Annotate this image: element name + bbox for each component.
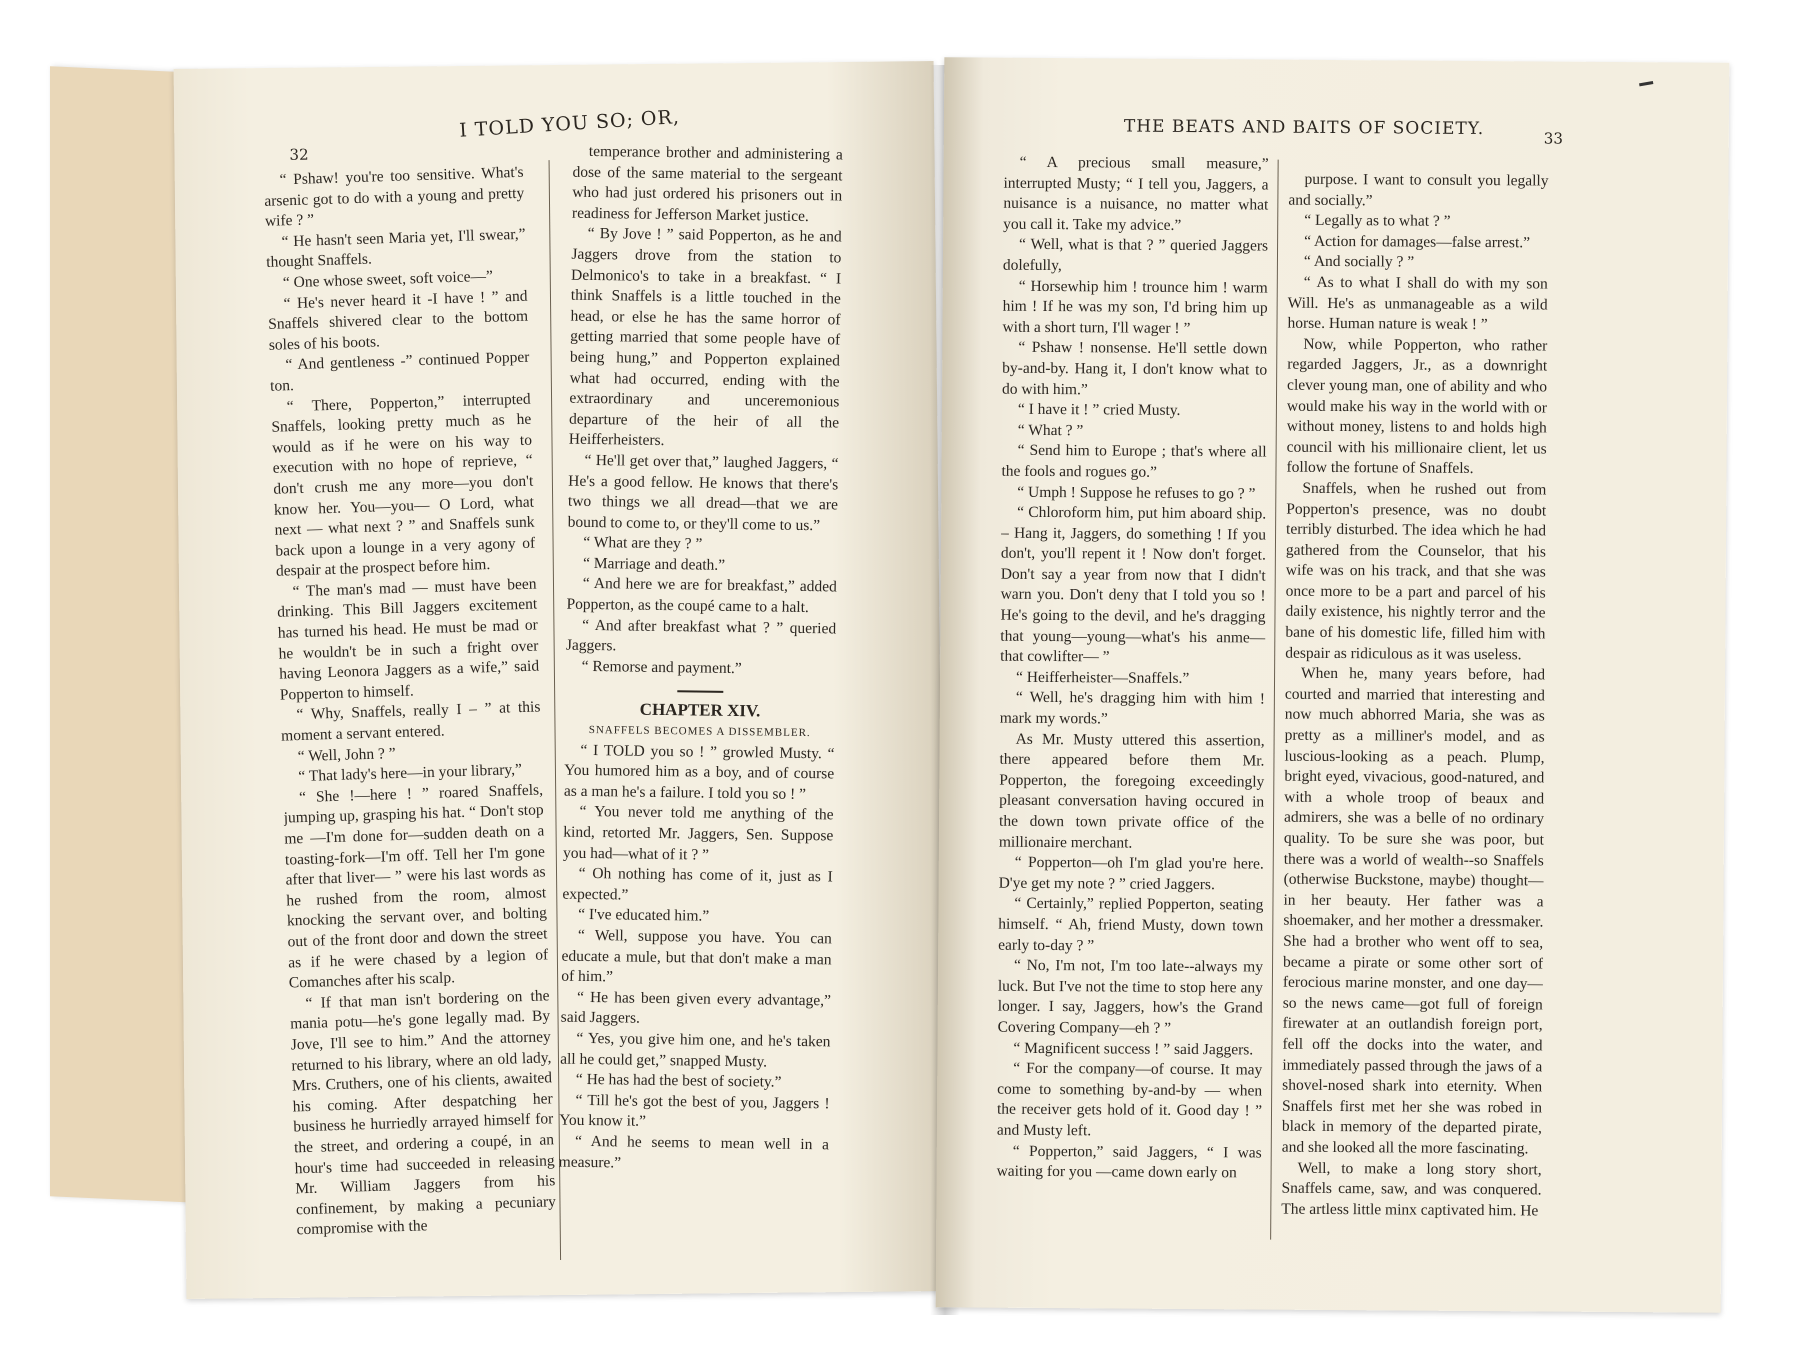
paragraph: “ Why, Snaffels, really I – ” at this moment a servant entered. <box>280 698 541 745</box>
paragraph: “ A precious small measure,” interrupted Musty; “ I tell you, Jaggers, a nuisance is a nuisance, no matter what you call it. Take my advice.” <box>1003 153 1269 234</box>
paragraph: “ And here we are for breakfast,” added Popperton, as the coupé came to a halt. <box>566 575 837 617</box>
paragraph: “ Horsewhip him ! trounce him ! warm him ! If he was my son, I'd bring him up with a short turn, I'll wager ! ” <box>1002 277 1268 337</box>
paragraph: “ That lady's here—in your library,” <box>298 761 523 786</box>
paragraph: “ Well, what is that ? ” queried Jaggers dolefully, <box>1002 236 1269 275</box>
paragraph: “ Popperton—oh I'm glad you're here. D'ye get my note ? ” cried Jaggers. <box>998 853 1264 893</box>
paragraph: “ There, Popperton,” interrupted Snaffels, looking pretty much as he would as if he were on his way to execution with no hope of reprieve, “ don't crush me any more—you don't know her. You—you— O Lord, what next — what next ? ” and Snaffels sunk back upon a lounge in a very agony of despair at the prospect before him. <box>271 390 536 580</box>
right-page-column-1 <box>996 153 1269 1255</box>
left-page-column-1 <box>263 163 557 1251</box>
paragraph: “ The man's mad — must have been drinking. This Bill Jaggers excitement has turned his head. He must be mad or he wouldn't be in such a fright over having Leonora Jaggers as a wife,” said Popperton to himself. <box>276 575 540 704</box>
paragraph: “ He's never heard it -I have ! ” and Snaffels shivered clear to the bottom soles of his boots. <box>267 287 529 354</box>
paragraph: “ Certainly,” replied Popperton, seating himself. “ Ah, friend Musty, down town early to-day ? ” <box>998 895 1264 954</box>
page-number-right: 33 <box>1543 129 1563 148</box>
right-page-column-2 <box>1281 170 1549 1262</box>
paragraph: “ Send him to Europe ; that's where all the fools and rogues go.” <box>1001 442 1267 481</box>
corner-mark <box>1639 81 1653 86</box>
paragraph: “ I TOLD you so ! ” growled Musty. “ You humored him as a boy, and of course as a man he's a failure. I told you so ! ” <box>563 741 835 803</box>
paragraph: “ And after breakfast what ? ” queried Jaggers. <box>565 616 837 655</box>
chapter-divider <box>677 691 723 694</box>
paragraph: temperance brother and administering a dose of the same material to the sergeant who had just ordered his prisoners out in readiness for Jefferson Market justice. <box>571 142 843 225</box>
paragraph: “ One whose sweet, soft voice—” <box>282 267 494 292</box>
paragraph: “ And gentleness -” continued Popper ton. <box>269 349 530 395</box>
chapter-heading: CHAPTER XIV. <box>639 700 761 721</box>
running-head-right: THE BEATS AND BAITS OF SOCIETY. <box>1123 116 1485 140</box>
paragraph: “ Marriage and death.” <box>582 554 726 574</box>
paragraph: “ Popperton,” said Jaggers, “ I was waiting for you —came down early on <box>996 1142 1262 1182</box>
chapter-subtitle: SNAFFELS BECOMES A DISSEMBLER. <box>588 724 811 740</box>
paragraph: “ Yes, you give him one, and he's taken all he could get,” snapped Musty. <box>560 1029 831 1071</box>
paragraph: “ He has had the best of society.” <box>575 1070 782 1091</box>
right-page <box>936 57 1730 1312</box>
paragraph: “ Well, John ? ” <box>297 744 396 765</box>
paragraph: “ As to what I shall do with my son Will. He's as unmanageable as a wild horse. Human nature is weak ! ” <box>1287 273 1548 334</box>
paragraph: As Mr. Musty uttered this assertion, there appeared before them Mr. Popperton, the foregoing exceedingly pleasant conversation having occured in the down town private office of the millionaire merchant. <box>998 730 1265 852</box>
left-page <box>174 61 947 1299</box>
paragraph: “ Well, suppose you have. You can educate a mule, but that don't make a man of him.” <box>561 926 832 986</box>
page-number-left: 32 <box>289 145 309 164</box>
paragraph: “ What ? ” <box>1017 421 1084 439</box>
paragraph: Snaffels, when he rushed out from Popperton's presence, was no doubt terribly disturbed. The idea which he had gathered from the Counselor, that his wife was on his track, and that she was once more to be a part and parcel of his daily existence, his nightly terror and the bane of his domestic life, filled him with despair as ridiculous as it was useless. <box>1285 479 1547 663</box>
column-2-bottom-text <box>559 740 835 1176</box>
left-page-column-2 <box>557 142 842 1256</box>
paragraph: purpose. I want to consult you legally and socially.” <box>1288 170 1549 209</box>
paragraph: “ Well, he's dragging him with him ! mark my words.” <box>999 689 1265 728</box>
paragraph: “ Legally as to what ? ” <box>1304 211 1451 231</box>
paragraph: “ For the company—of course. It may come to something by-and-by — when the receiver gets hold of it. Good day ! ” and Musty left. <box>996 1059 1263 1140</box>
paragraph: “ He hasn't seen Maria yet, I'll swear,” thought Snaffels. <box>265 225 526 272</box>
paragraph: “ Action for damages—false arrest.” <box>1304 232 1531 252</box>
paragraph: “ Till he's got the best of you, Jaggers ! You know it.” <box>559 1091 830 1131</box>
paragraph: When he, many years before, had courted and married that interesting and now much abhorred Maria, she was as pretty as a milliner's model, and as luscious-looking as a peach. Plump, bright eyed, vivacious, good-natured, and with a whole troop of beaux and admirers, she was a belle of no ordinary quality. To be sure she was poor, but there was a world of wealth--so Snaffels (otherwise Buckstone, maybe) thought—in her beauty. Her father was a shoemaker, and her mother a dressmaker. She had a brother who went off to sea, became a pirate or some other sort of ferocious marine monster, and one day—so the news came—got full of foreign firewater at an outlandish foreign port, fell off the docks into the water, and immediately passed through the jaws of a shovel-nosed shark into eternity. When Snaffels first met her she was robed in black in memory of the departed pirate, and she looked all the more fascinating. <box>1281 665 1546 1158</box>
paragraph: “ Magnificent success ! ” said Jaggers. <box>1013 1039 1254 1058</box>
paragraph: “ By Jove ! ” said Popperton, as he and Jaggers drove from the station to Delmonico's to take in a breakfast. “ I think Snaffels is a little touched in the head, or else he has the same horror of getting married that some people have of being hung,” and Popperton explained what had occurred, ending with the extraordinary and unceremonious departure of the heir of all the Heifferheisters. <box>568 225 842 450</box>
paragraph: “ I've educated him.” <box>578 906 710 926</box>
paragraph: Well, to make a long story short, Snaffels came, saw, and was conquered. The artless little minx captivated him. He <box>1281 1159 1542 1220</box>
paragraph: “ Pshaw ! nonsense. He'll settle down by-and-by. Hang it, I don't know what to do with him.” <box>1002 339 1268 398</box>
paragraph: “ He has been given every advantage,” said Jaggers. <box>560 988 832 1028</box>
column-rule-right <box>1270 160 1279 1240</box>
paragraph: “ Chloroform him, put him aboard ship. – Hang it, Jaggers, do something ! If you don't, you'll repent it ! Now don't forget. Don't say a year from now that I didn't warn you. Don't deny that I told you so ! He's going to the devil, and he's dragging that young—young—what's his anme—that cowlifter— ” <box>1000 503 1267 666</box>
paragraph: “ You never told me anything of the kind, retorted Mr. Jaggers, Sen. Suppose you had—what of it ? ” <box>562 803 834 864</box>
paragraph: Now, while Popperton, who rather regarded Jaggers, Jr., as a downright clever young man, one of ability and who would make his way in the world with or without money, listens to and holds high council with his millionaire client, let us follow the fortune of Snaffels. <box>1286 335 1548 478</box>
paragraph: “ Pshaw! you're too sensitive. What's arsenic got to do with a young and pretty wife ? ” <box>264 163 525 231</box>
paragraph: “ Oh nothing has come of it, just as I expected.” <box>562 865 833 904</box>
paragraph: “ Umph ! Suppose he refuses to go ? ” <box>1017 483 1256 502</box>
paragraph: “ Heifferheister—Snaffels.” <box>1015 668 1190 687</box>
paragraph: “ I have it ! ” cried Musty. <box>1017 400 1181 420</box>
paragraph: “ And socially ? ” <box>1303 253 1415 271</box>
paragraph: “ He'll get over that,” laughed Jaggers, “ He's a good fellow. He knows that there's two things we all dread—that we are bound to come to, or they'll come to us.” <box>567 451 839 534</box>
paragraph: “ If that man isn't bordering on the mania potu—he's gone legally mad. By Jove, I'll see to him.” And the attorney returned to his library, where an old lady, Mrs. Cruthers, one of his clients, awaited his coming. After despatching her business he hurriedly arrayed himself for the street, and ordering a coupé, in an hour's time had succeeded in releasing Mr. William Jaggers from his confinement, by making a pecuniary compromise with the <box>289 987 557 1239</box>
paragraph: “ And he seems to mean well in a measure.” <box>558 1132 830 1171</box>
paragraph: “ What are they ? ” <box>583 534 703 553</box>
paragraph: “ Remorse and payment.” <box>581 657 742 677</box>
paragraph: “ She !—here ! ” roared Snaffels, jumping up, grasping his hat. “ Don't stop me —I'm done for—sudden death on a toasting-fork—I'm off. Tell her I'm gone after that liver— ” were his last words as he rushed from the room, almost knocking the servant over, and bolting out of the front door and down the street as if he were chased by a legion of Comanches after his scalp. <box>283 781 549 992</box>
book-spread <box>170 45 1740 1325</box>
running-head-left: I TOLD YOU SO; OR, <box>458 105 681 142</box>
column-2-top-text <box>565 142 842 681</box>
paragraph: “ No, I'm not, I'm too late--always my luck. But I've not the time to stop here any longer. I say, Jaggers, how's the Grand Covering Company—eh ? ” <box>997 956 1264 1037</box>
